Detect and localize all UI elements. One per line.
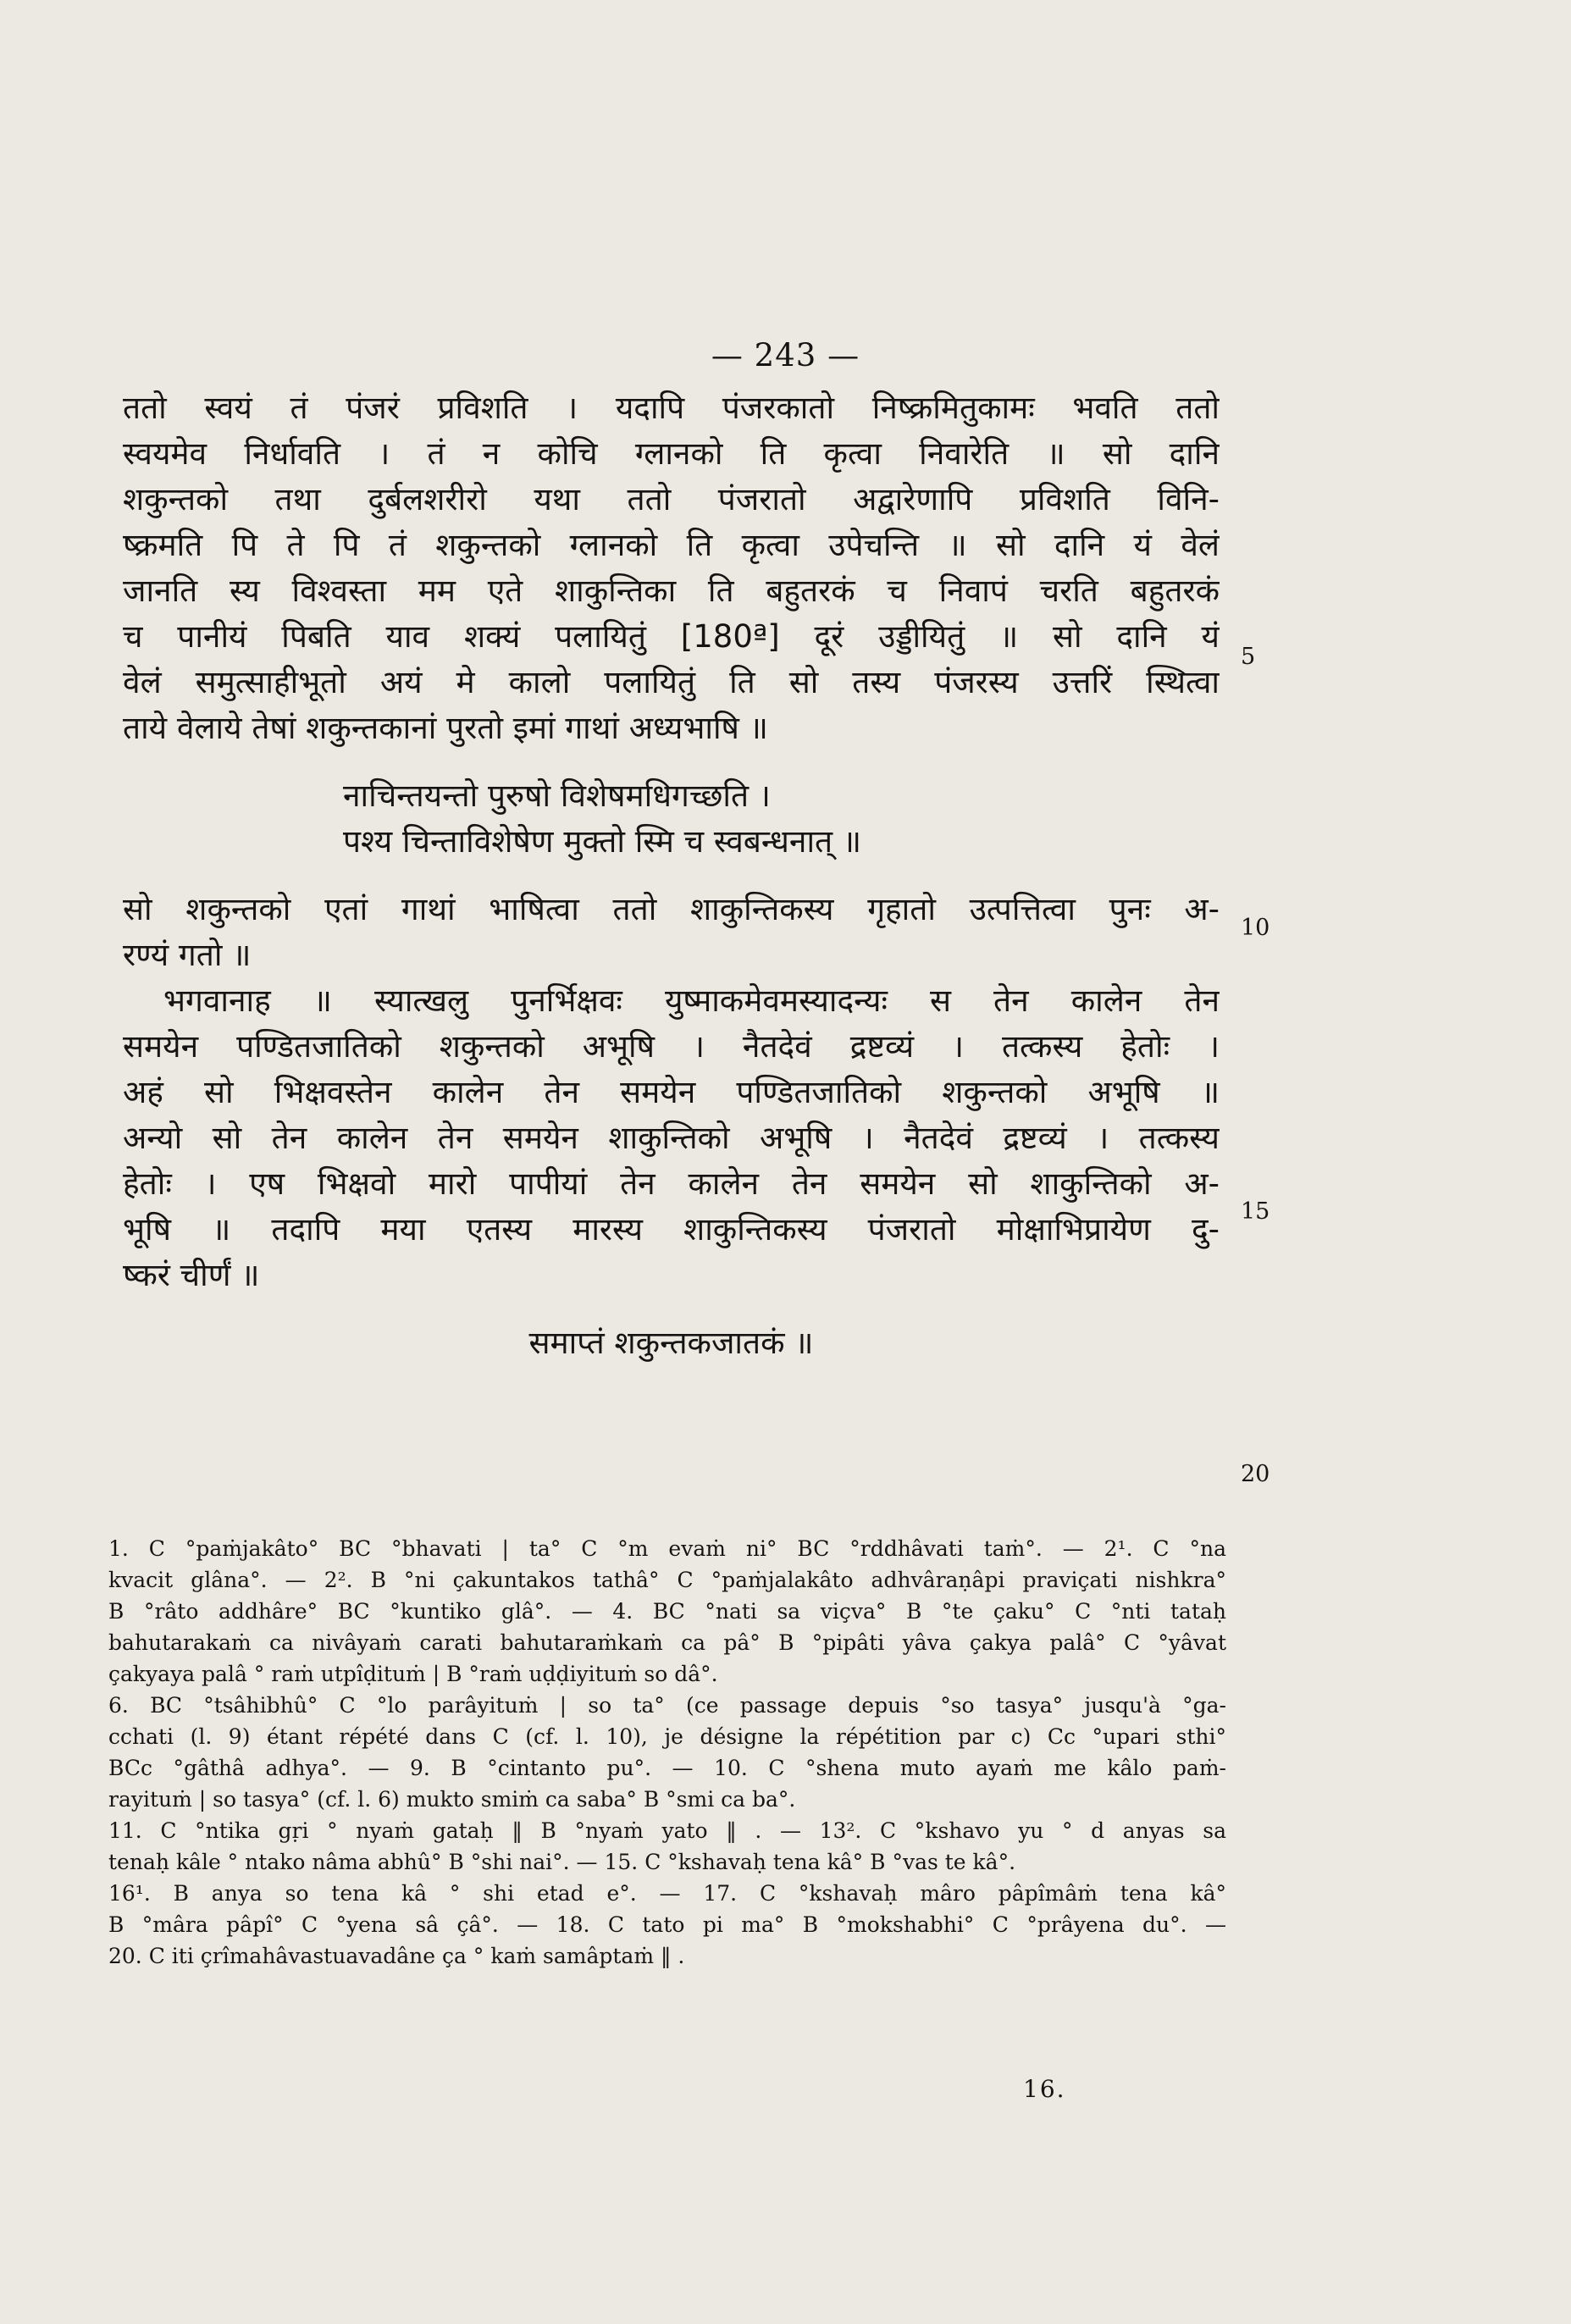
text-line: अन्यो सो तेन कालेन तेन समयेन शाकुन्तिको अभूषि । नैतदेवं द्रष्टव्यं । तत्कस्य xyxy=(123,1120,1220,1156)
text-line: ताये वेलाये तेषां शकुन्तकानां पुरतो इमां गाथां अध्यभाषि ॥ xyxy=(123,710,768,746)
footnote-line: tenaḥ kâle ° ntako nâma abhû° B °shi nai°. — 15. C °kshavaḥ tena kâ° B °vas te kâ°. xyxy=(108,1850,1016,1874)
text-line: सो शकुन्तको एतां गाथां भाषित्वा ततो शाकुन्तिकस्य गृहातो उत्पत्तित्वा पुनः अ- xyxy=(123,891,1220,927)
line-number: 15 xyxy=(1241,1198,1270,1225)
text-line: च पानीयं पिबति याव शक्यं पलायितुं [180ª] दूरं उड्डीयितुं ॥ सो दानि यं xyxy=(123,618,1220,655)
line-number: 5 xyxy=(1241,644,1256,670)
footnote-line: bahutarakaṁ ca nivâyaṁ carati bahutaraṁkaṁ ca pâ° B °pipâti yâva çakya palâ° C °yâvat xyxy=(108,1630,1226,1655)
text-line: शकुन्तको तथा दुर्बलशरीरो यथा ततो पंजरातो अद्वारेणापि प्रविशति विनि- xyxy=(123,481,1220,517)
main-text xyxy=(123,385,1220,1366)
text-line: ततो स्वयं तं पंजरं प्रविशति । यदापि पंजरकातो निष्क्रमितुकामः भवति ततो xyxy=(123,390,1220,426)
footnote-line: 16¹. B anya so tena kâ ° shi etad e°. — 17. C °kshavaḥ mâro pâpîmâṁ tena kâ° xyxy=(108,1881,1226,1906)
text-line: वेलं समुत्साहीभूतो अयं मे कालो पलायितुं ति सो तस्य पंजरस्य उत्तरिं स्थित्वा xyxy=(123,664,1220,700)
footnote-line: rayituṁ | so tasya° (cf. l. 6) mukto smiṁ ca saba° B °smi ca ba°. xyxy=(108,1787,796,1812)
text-line: रण्यं गतो ॥ xyxy=(123,937,252,973)
verse xyxy=(123,773,1220,865)
colophon: समाप्तं शकुन्तकजातकं ॥ xyxy=(528,1325,814,1361)
page-number: — 243 — xyxy=(711,337,860,374)
text-line: ष्क्रमति पि ते पि तं शकुन्तको ग्लानको ति कृत्वा उपेचन्ति ॥ सो दानि यं वेलं xyxy=(123,527,1220,563)
footnote-line: 11. C °ntika gṛi ° nyaṁ gataḥ ‖ B °nyaṁ yato ‖ . — 13². C °kshavo yu ° d anyas sa xyxy=(108,1818,1226,1843)
text-line: हेतोः । एष भिक्षवो मारो पापीयां तेन कालेन तेन समयेन सो शाकुन्तिको अ- xyxy=(123,1165,1220,1202)
footnote-line: B °râto addhâre° BC °kuntiko glâ°. — 4. BC °nati sa viçva° B °te çaku° C °nti tataḥ xyxy=(108,1599,1226,1624)
footnote-line: çakyaya palâ ° raṁ utpîḍituṁ | B °raṁ uḍḍiyituṁ so dâ°. xyxy=(108,1662,718,1686)
footnotes xyxy=(108,1533,1226,1972)
prose-paragraph-3 xyxy=(123,978,1220,1298)
text-line: स्वयमेव निर्धावति । तं न कोचि ग्लानको ति कृत्वा निवारेति ॥ सो दानि xyxy=(123,435,1220,472)
footnote-line: 6. BC °tsâhibhû° C °lo parâyituṁ | so ta° (ce passage depuis °so tasya° jusqu'à °ga- xyxy=(108,1693,1226,1718)
footnote-line: kvacit glâna°. — 2². B °ni çakuntakos tathâ° C °paṁjalakâto adhvâraṇâpi praviçati nishkra° xyxy=(108,1568,1226,1592)
text-line: भगवानाह ॥ स्यात्खलु पुनर्भिक्षवः युष्माकमेवमस्यादन्यः स तेन कालेन तेन xyxy=(163,982,1220,1019)
verse-line: नाचिन्तयन्तो पुरुषो विशेषमधिगच्छति । xyxy=(343,777,771,814)
prose-paragraph-2 xyxy=(123,887,1220,978)
footnote-line: B °mâra pâpî° C °yena sâ çâ°. — 18. C tato pi ma° B °mokshabhi° C °prâyena du°. — xyxy=(108,1912,1226,1937)
text-line: भूषि ॥ तदापि मया एतस्य मारस्य शाकुन्तिकस्य पंजरातो मोक्षाभिप्रायेण दु- xyxy=(123,1211,1220,1248)
text-line: अहं सो भिक्षवस्तेन कालेन तेन समयेन पण्डितजातिको शकुन्तको अभूषि ॥ xyxy=(123,1074,1220,1110)
prose-paragraph-1 xyxy=(123,385,1220,751)
footnote-line: 20. C iti çrîmahâvastuavadâne ça ° kaṁ samâptaṁ ‖ . xyxy=(108,1944,685,1968)
verse-line: पश्य चिन्ताविशेषेण मुक्तो स्मि च स्वबन्धनात् ॥ xyxy=(343,823,862,860)
text-line: जानति स्य विश्वस्ता मम एते शाकुन्तिका ति बहुतरकं च निवापं चरति बहुतरकं xyxy=(123,573,1220,609)
text-line: समयेन पण्डितजातिको शकुन्तको अभूषि । नैतदेवं द्रष्टव्यं । तत्कस्य हेतोः । xyxy=(123,1028,1220,1065)
line-number: 10 xyxy=(1241,915,1270,941)
footnote-line: 1. C °paṁjakâto° BC °bhavati | ta° C °m evaṁ ni° BC °rddhâvati taṁ°. — 2¹. C °na xyxy=(108,1536,1226,1561)
text-line: ष्करं चीर्णं ॥ xyxy=(123,1257,260,1293)
footnote-line: BCc °gâthâ adhya°. — 9. B °cintanto pu°. — 10. C °shena muto ayaṁ me kâlo paṁ- xyxy=(108,1756,1226,1780)
line-number: 20 xyxy=(1241,1461,1270,1487)
signature-mark: 16. xyxy=(1023,2075,1066,2103)
footnote-line: cchati (l. 9) étant répété dans C (cf. l. 10), je désigne la répétition par c) Cc °upari sthi° xyxy=(108,1724,1226,1749)
